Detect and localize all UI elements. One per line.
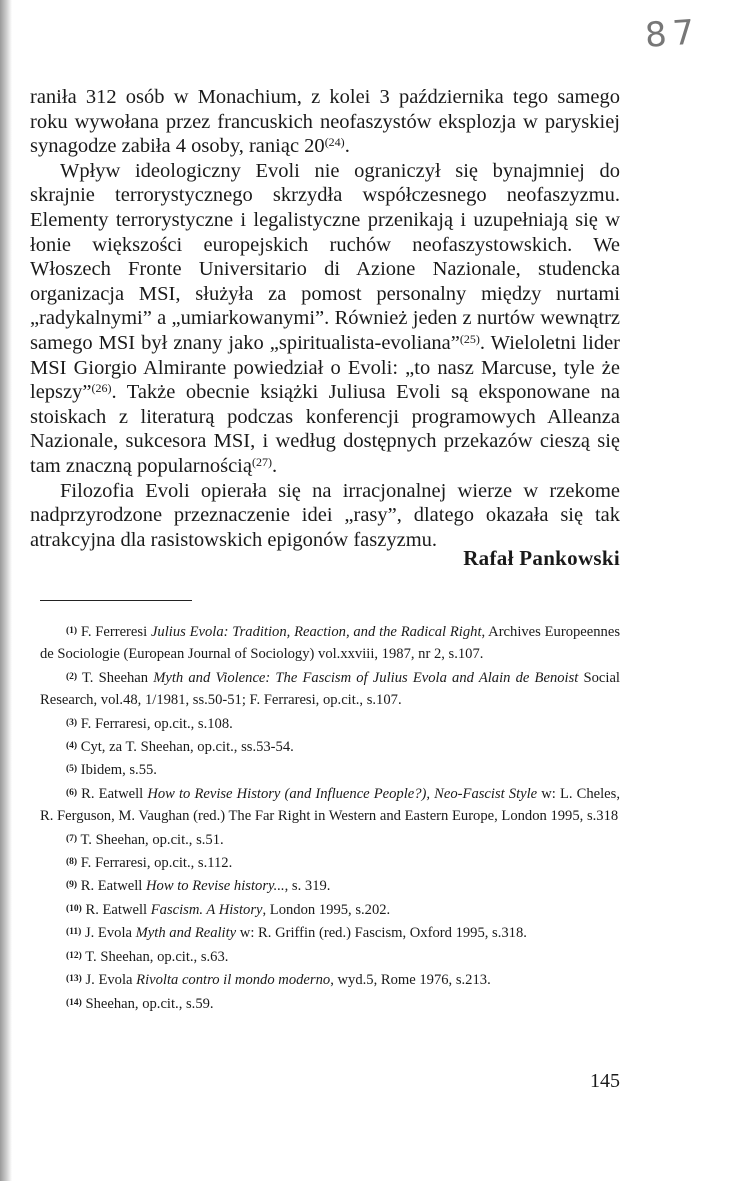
footnote: $^{(13)}$ J. Evola Rivolta contro il mondo moderno, wyd.5, Rome 1976, s.213.	[66, 972, 491, 989]
footnote: $^{(4)}$ Cyt, za T. Sheehan, op.cit., ss.53-54.	[66, 739, 294, 756]
paragraph-3: Filozofia Evoli opierała się na irracjonalnej wierze w rzekome nadprzyrodzone przeznaczenie idei „rasy”, dlatego okazała się tak atrakcyjna dla rasistowskich epigonów faszyzmu.	[30, 479, 620, 551]
author-signature: Rafał Pankowski	[463, 546, 620, 570]
book-spine-shadow	[0, 0, 12, 1181]
footnote-number: (3)	[66, 717, 78, 728]
paragraph-1: raniła 312 osób w Monachium, z kolei 3 października tego samego roku wywołana przez francuskich neofaszystów eksplozja w paryskiej synagodze zabiła 4 osoby, raniąc 20$^{(24)}$.	[30, 86, 620, 158]
page-number: 145	[590, 1070, 620, 1092]
footnote-number: (6)	[66, 787, 78, 798]
footnote-title: Rivolta contro il mondo moderno	[136, 972, 331, 989]
footnote: $^{(1)}$ F. Ferreresi Julius Evola: Tradition, Reaction, and the Radical Right, Archives Europeennes de Sociologie (European Journal of Sociology) vol.xxviii, 1987, nr 2, s.107.	[40, 624, 621, 663]
footnote-reference: (26)	[91, 381, 112, 396]
footnote: $^{(3)}$ F. Ferraresi, op.cit., s.108.	[66, 715, 233, 732]
footnote: $^{(9)}$ R. Eatwell How to Revise history..., s. 319.	[66, 878, 331, 895]
footnote-number: (13)	[66, 974, 82, 985]
footnote: $^{(14)}$ Sheehan, op.cit., s.59.	[66, 995, 214, 1012]
paragraph-2: Wpływ ideologiczny Evoli nie ograniczył się bynajmniej do skrajnie terrorystycznego skrzydła współczesnego neofaszyzmu. Elementy terrorystyczne i legalistyczne przenikają i uzupełniają się w łonie większości europejskich ruchów neofaszystowskich. We Włoszech Fronte Universitario di Azione Nazionale, studencka organizacja MSI, służyła za pomost personalny między nurtami „radykalnymi” a „umiarkowanymi”. Również jeden z nurtów wewnątrz samego MSI był znany jako „spiritualista-evoliana”$^{(25)}$. Wieloletni lider MSI Giorgio Almirante powiedział o Evoli: „to nasz Marcuse, tyle że lepszy”$^{(26)}$. Także obecnie książki Juliusa Evoli są eksponowane na stoiskach z literaturą podczas konferencji programowych Alleanza Nazionale, sukcesora MSI, i według dostępnych przekazów cieszą się tam znaczną popularnością$^{(27)}$.	[30, 159, 620, 477]
footnote: $^{(8)}$ F. Ferraresi, op.cit., s.112.	[66, 855, 233, 872]
footnote-number: (9)	[66, 880, 78, 891]
footnote-number: (11)	[66, 927, 82, 938]
footnote-number: (8)	[66, 857, 78, 868]
footnote-title: Julius Evola: Tradition, Reaction, and the Radical Right	[150, 624, 482, 640]
footnote-number: (14)	[66, 997, 82, 1008]
footnote-reference: (25)	[459, 331, 480, 346]
main-text	[30, 85, 620, 552]
handwritten-page-mark: 87	[643, 12, 702, 56]
footnote: $^{(7)}$ T. Sheehan, op.cit., s.51.	[66, 831, 224, 848]
footnote-title: Fascism. A History	[150, 901, 263, 918]
footnote-divider	[40, 600, 192, 601]
footnotes-list	[40, 620, 620, 1015]
footnote-title: How to Revise History (and Influence People?), Neo-Fascist Style	[147, 785, 538, 802]
footnote: $^{(6)}$ R. Eatwell How to Revise History (and Influence People?), Neo-Fascist Style w: L. Cheles, R. Ferguson, M. Vaughan (red.) The Far Right in Western and Eastern Europe, London 1995, s.318	[40, 785, 620, 825]
footnote: $^{(2)}$ T. Sheehan Myth and Violence: The Fascism of Julius Evola and Alain de Benoist Social Research, vol.48, 1/1981, ss.50-51; F. Ferraresi, op.cit., s.107.	[40, 669, 620, 709]
footnote-title: Myth and Violence: The Fascism of Julius Evola and Alain de Benoist	[153, 669, 579, 686]
footnote-number: (12)	[66, 950, 82, 961]
footnote-reference: (24)	[324, 135, 345, 150]
footnote-title: How to Revise history...	[145, 878, 285, 895]
footnote: $^{(11)}$ J. Evola Myth and Reality w: R. Griffin (red.) Fascism, Oxford 1995, s.318.	[66, 925, 527, 942]
footnote-title: Myth and Reality	[135, 925, 237, 942]
footnote-number: (1)	[66, 626, 78, 636]
footnote-reference: (27)	[251, 454, 272, 469]
footnote-number: (2)	[66, 671, 78, 682]
footnote-number: (7)	[66, 833, 78, 844]
footnote: $^{(12)}$ T. Sheehan, op.cit., s.63.	[66, 948, 229, 965]
footnote-number: (5)	[66, 764, 78, 775]
footnote: $^{(10)}$ R. Eatwell Fascism. A History, London 1995, s.202.	[66, 901, 391, 918]
footnote-number: (4)	[66, 741, 78, 752]
footnote-number: (10)	[66, 903, 82, 914]
footnote: $^{(5)}$ Ibidem, s.55.	[66, 762, 157, 779]
